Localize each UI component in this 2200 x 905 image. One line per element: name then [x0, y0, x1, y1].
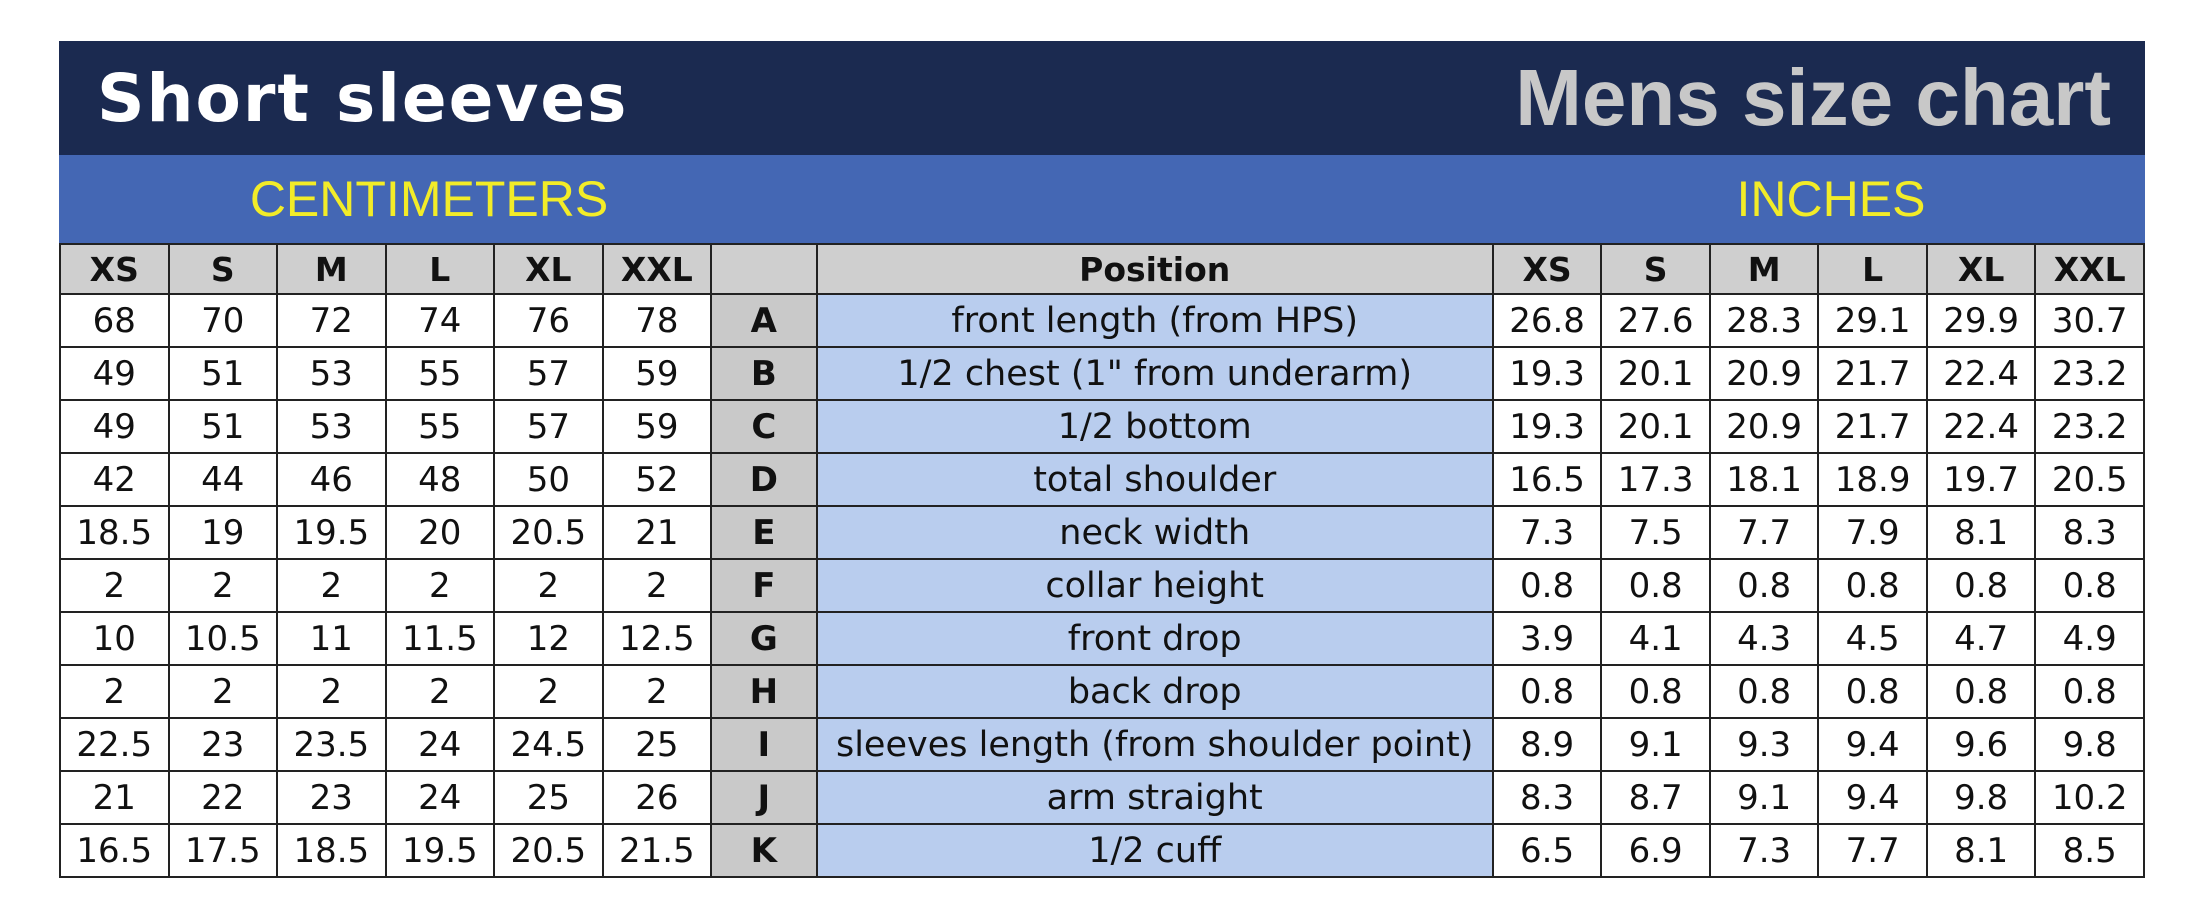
- cm-value-cell: 17.5: [169, 824, 278, 877]
- cm-value-cell: 2: [386, 665, 495, 718]
- position-label: sleeves length (from shoulder point): [817, 718, 1493, 771]
- inch-value-cell: 7.9: [1818, 506, 1927, 559]
- cm-value-cell: 20.5: [494, 506, 603, 559]
- cm-value-cell: 19.5: [386, 824, 495, 877]
- inch-value-cell: 4.1: [1601, 612, 1710, 665]
- inch-value-cell: 18.1: [1710, 453, 1819, 506]
- inch-value-cell: 0.8: [1601, 665, 1710, 718]
- inch-value-cell: 0.8: [1818, 665, 1927, 718]
- inch-value-cell: 29.9: [1927, 294, 2036, 347]
- cm-value-cell: 52: [603, 453, 712, 506]
- cm-value-cell: 22.5: [60, 718, 169, 771]
- position-label: front drop: [817, 612, 1493, 665]
- cm-value-cell: 26: [603, 771, 712, 824]
- cm-value-cell: 21.5: [603, 824, 712, 877]
- header-in-s: S: [1601, 244, 1710, 294]
- inch-value-cell: 4.3: [1710, 612, 1819, 665]
- cm-value-cell: 57: [494, 400, 603, 453]
- inch-value-cell: 9.8: [1927, 771, 2036, 824]
- cm-value-cell: 2: [169, 665, 278, 718]
- chart-title-left: Short sleeves: [97, 59, 629, 137]
- inch-value-cell: 8.9: [1493, 718, 1602, 771]
- inch-value-cell: 23.2: [2035, 347, 2144, 400]
- position-label: 1/2 chest (1" from underarm): [817, 347, 1493, 400]
- cm-value-cell: 11: [277, 612, 386, 665]
- inch-value-cell: 21.7: [1818, 347, 1927, 400]
- cm-value-cell: 68: [60, 294, 169, 347]
- measurement-letter: F: [711, 559, 817, 612]
- table-row: [60, 718, 2144, 771]
- size-table: [59, 243, 2145, 878]
- header-cm-s: S: [169, 244, 278, 294]
- header-letter: [711, 244, 817, 294]
- cm-value-cell: 21: [60, 771, 169, 824]
- table-row: [60, 824, 2144, 877]
- cm-value-cell: 55: [386, 400, 495, 453]
- inch-value-cell: 23.2: [2035, 400, 2144, 453]
- table-row: [60, 294, 2144, 347]
- cm-value-cell: 51: [169, 347, 278, 400]
- measurement-letter: J: [711, 771, 817, 824]
- inch-value-cell: 7.7: [1818, 824, 1927, 877]
- header-position: Position: [817, 244, 1493, 294]
- inch-value-cell: 22.4: [1927, 347, 2036, 400]
- inch-value-cell: 6.9: [1601, 824, 1710, 877]
- inch-value-cell: 0.8: [1710, 665, 1819, 718]
- cm-value-cell: 2: [169, 559, 278, 612]
- inch-value-cell: 18.9: [1818, 453, 1927, 506]
- cm-value-cell: 46: [277, 453, 386, 506]
- table-row: [60, 506, 2144, 559]
- cm-value-cell: 74: [386, 294, 495, 347]
- position-label: collar height: [817, 559, 1493, 612]
- header-cm-m: M: [277, 244, 386, 294]
- cm-value-cell: 23: [169, 718, 278, 771]
- inch-value-cell: 30.7: [2035, 294, 2144, 347]
- cm-value-cell: 2: [277, 559, 386, 612]
- inch-value-cell: 19.3: [1493, 400, 1602, 453]
- inch-value-cell: 0.8: [1818, 559, 1927, 612]
- inch-value-cell: 20.1: [1601, 400, 1710, 453]
- inch-value-cell: 9.1: [1710, 771, 1819, 824]
- table-header-row: [60, 244, 2144, 294]
- inch-value-cell: 0.8: [2035, 559, 2144, 612]
- cm-value-cell: 70: [169, 294, 278, 347]
- cm-value-cell: 22: [169, 771, 278, 824]
- cm-value-cell: 2: [277, 665, 386, 718]
- header-cm-xs: XS: [60, 244, 169, 294]
- inch-value-cell: 3.9: [1493, 612, 1602, 665]
- cm-value-cell: 53: [277, 347, 386, 400]
- cm-value-cell: 78: [603, 294, 712, 347]
- inch-value-cell: 7.5: [1601, 506, 1710, 559]
- cm-value-cell: 49: [60, 400, 169, 453]
- measurement-letter: D: [711, 453, 817, 506]
- inch-value-cell: 0.8: [1927, 665, 2036, 718]
- cm-value-cell: 19: [169, 506, 278, 559]
- position-label: back drop: [817, 665, 1493, 718]
- inch-value-cell: 29.1: [1818, 294, 1927, 347]
- measurement-letter: K: [711, 824, 817, 877]
- cm-value-cell: 2: [60, 665, 169, 718]
- cm-value-cell: 76: [494, 294, 603, 347]
- cm-value-cell: 48: [386, 453, 495, 506]
- inch-value-cell: 4.9: [2035, 612, 2144, 665]
- position-label: neck width: [817, 506, 1493, 559]
- inch-value-cell: 20.5: [2035, 453, 2144, 506]
- inch-value-cell: 9.4: [1818, 718, 1927, 771]
- header-cm-l: L: [386, 244, 495, 294]
- cm-value-cell: 21: [603, 506, 712, 559]
- table-row: [60, 665, 2144, 718]
- inch-value-cell: 0.8: [1493, 559, 1602, 612]
- inch-value-cell: 4.7: [1927, 612, 2036, 665]
- cm-value-cell: 10.5: [169, 612, 278, 665]
- cm-value-cell: 49: [60, 347, 169, 400]
- cm-value-cell: 20: [386, 506, 495, 559]
- inch-value-cell: 8.3: [2035, 506, 2144, 559]
- inch-value-cell: 16.5: [1493, 453, 1602, 506]
- cm-value-cell: 24: [386, 771, 495, 824]
- inch-value-cell: 10.2: [2035, 771, 2144, 824]
- cm-value-cell: 23.5: [277, 718, 386, 771]
- measurement-letter: I: [711, 718, 817, 771]
- header-in-m: M: [1710, 244, 1819, 294]
- title-bar: [59, 41, 2145, 155]
- cm-value-cell: 25: [494, 771, 603, 824]
- inch-value-cell: 4.5: [1818, 612, 1927, 665]
- inch-value-cell: 0.8: [1493, 665, 1602, 718]
- inch-value-cell: 0.8: [1601, 559, 1710, 612]
- cm-value-cell: 18.5: [60, 506, 169, 559]
- table-row: [60, 400, 2144, 453]
- cm-value-cell: 53: [277, 400, 386, 453]
- inch-value-cell: 8.5: [2035, 824, 2144, 877]
- inch-value-cell: 19.7: [1927, 453, 2036, 506]
- inch-value-cell: 20.1: [1601, 347, 1710, 400]
- inch-value-cell: 20.9: [1710, 400, 1819, 453]
- inch-value-cell: 8.3: [1493, 771, 1602, 824]
- centimeters-label: CENTIMETERS: [249, 171, 609, 227]
- position-label: 1/2 bottom: [817, 400, 1493, 453]
- cm-value-cell: 10: [60, 612, 169, 665]
- measurement-letter: C: [711, 400, 817, 453]
- inch-value-cell: 28.3: [1710, 294, 1819, 347]
- cm-value-cell: 2: [494, 665, 603, 718]
- cm-value-cell: 2: [494, 559, 603, 612]
- cm-value-cell: 12.5: [603, 612, 712, 665]
- inch-value-cell: 8.1: [1927, 824, 2036, 877]
- inch-value-cell: 0.8: [1710, 559, 1819, 612]
- table-row: [60, 612, 2144, 665]
- position-label: total shoulder: [817, 453, 1493, 506]
- units-bar: [59, 155, 2145, 243]
- inch-value-cell: 9.6: [1927, 718, 2036, 771]
- size-chart: [59, 41, 2145, 878]
- inch-value-cell: 20.9: [1710, 347, 1819, 400]
- inch-value-cell: 0.8: [1927, 559, 2036, 612]
- table-body: [60, 294, 2144, 877]
- cm-value-cell: 2: [603, 665, 712, 718]
- cm-value-cell: 12: [494, 612, 603, 665]
- cm-value-cell: 50: [494, 453, 603, 506]
- inch-value-cell: 8.7: [1601, 771, 1710, 824]
- table-row: [60, 453, 2144, 506]
- cm-value-cell: 2: [603, 559, 712, 612]
- cm-value-cell: 25: [603, 718, 712, 771]
- header-cm-xl: XL: [494, 244, 603, 294]
- header-cm-xxl: XXL: [603, 244, 712, 294]
- inch-value-cell: 9.8: [2035, 718, 2144, 771]
- position-label: arm straight: [817, 771, 1493, 824]
- inch-value-cell: 27.6: [1601, 294, 1710, 347]
- inch-value-cell: 6.5: [1493, 824, 1602, 877]
- inch-value-cell: 8.1: [1927, 506, 2036, 559]
- inch-value-cell: 21.7: [1818, 400, 1927, 453]
- cm-value-cell: 20.5: [494, 824, 603, 877]
- inch-value-cell: 19.3: [1493, 347, 1602, 400]
- cm-value-cell: 16.5: [60, 824, 169, 877]
- measurement-letter: G: [711, 612, 817, 665]
- measurement-letter: A: [711, 294, 817, 347]
- cm-value-cell: 44: [169, 453, 278, 506]
- cm-value-cell: 2: [60, 559, 169, 612]
- cm-value-cell: 59: [603, 400, 712, 453]
- cm-value-cell: 23: [277, 771, 386, 824]
- inch-value-cell: 7.7: [1710, 506, 1819, 559]
- header-in-xl: XL: [1927, 244, 2036, 294]
- inch-value-cell: 17.3: [1601, 453, 1710, 506]
- cm-value-cell: 24: [386, 718, 495, 771]
- inch-value-cell: 9.4: [1818, 771, 1927, 824]
- cm-value-cell: 42: [60, 453, 169, 506]
- cm-value-cell: 55: [386, 347, 495, 400]
- measurement-letter: E: [711, 506, 817, 559]
- table-row: [60, 771, 2144, 824]
- inch-value-cell: 0.8: [2035, 665, 2144, 718]
- cm-value-cell: 57: [494, 347, 603, 400]
- table-row: [60, 559, 2144, 612]
- cm-value-cell: 19.5: [277, 506, 386, 559]
- inch-value-cell: 7.3: [1710, 824, 1819, 877]
- position-label: 1/2 cuff: [817, 824, 1493, 877]
- inch-value-cell: 7.3: [1493, 506, 1602, 559]
- cm-value-cell: 59: [603, 347, 712, 400]
- measurement-letter: H: [711, 665, 817, 718]
- inches-label: INCHES: [1736, 171, 1926, 227]
- measurement-letter: B: [711, 347, 817, 400]
- cm-value-cell: 72: [277, 294, 386, 347]
- inch-value-cell: 22.4: [1927, 400, 2036, 453]
- header-in-xs: XS: [1493, 244, 1602, 294]
- position-label: front length (from HPS): [817, 294, 1493, 347]
- inch-value-cell: 9.1: [1601, 718, 1710, 771]
- table-row: [60, 347, 2144, 400]
- cm-value-cell: 24.5: [494, 718, 603, 771]
- cm-value-cell: 11.5: [386, 612, 495, 665]
- chart-title-right: Mens size chart: [1515, 53, 2111, 142]
- header-in-xxl: XXL: [2035, 244, 2144, 294]
- cm-value-cell: 51: [169, 400, 278, 453]
- inch-value-cell: 9.3: [1710, 718, 1819, 771]
- cm-value-cell: 18.5: [277, 824, 386, 877]
- cm-value-cell: 2: [386, 559, 495, 612]
- inch-value-cell: 26.8: [1493, 294, 1602, 347]
- header-in-l: L: [1818, 244, 1927, 294]
